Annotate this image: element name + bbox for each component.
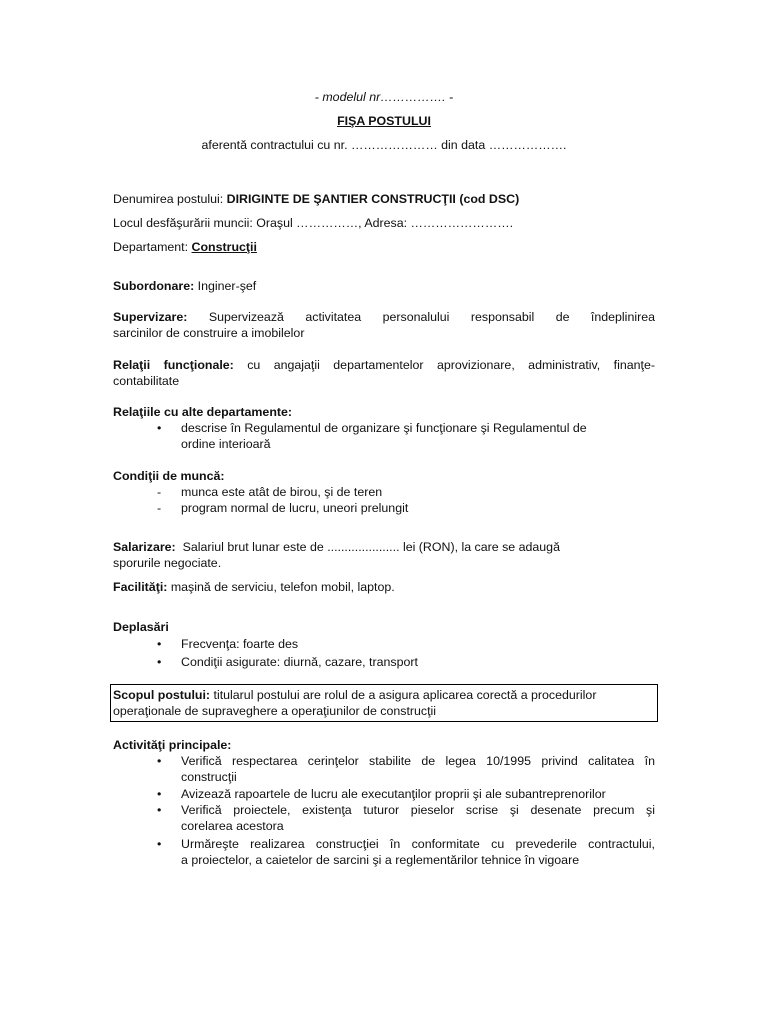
denumire-value: DIRIGINTE DE ŞANTIER CONSTRUCŢII (cod DSC)	[226, 192, 520, 206]
relatii-functionale-line-1	[113, 358, 655, 372]
document-title	[0, 114, 768, 128]
deplasari-item: Frecvenţa: foarte des	[181, 637, 299, 651]
relatii-departamente-label: Relaţiile cu alte departamente:	[113, 405, 293, 419]
bullet-icon: •	[157, 837, 162, 851]
facilitati-text: maşină de serviciu, telefon mobil, laptop.	[167, 580, 395, 594]
salarizare-line-1	[113, 540, 560, 554]
salarizare-text: Salariul brut lunar este de ..................... lei (RON), la care se adaugă	[175, 540, 560, 554]
activitati-label: Activităţi principale:	[113, 738, 232, 752]
relatii-departamente-line-2: ordine interioară	[181, 437, 271, 451]
scopul-text: titularul postului are rolul de a asigura aplicarea corectă a procedurilor	[210, 688, 597, 702]
departament-value: Construcţii	[191, 240, 257, 254]
dash-marker: -	[157, 485, 162, 499]
salarizare-label: Salarizare:	[113, 540, 176, 554]
field-locul: Locul desfăşurării muncii: Oraşul ……………, Adresa: …………………….	[113, 216, 514, 230]
activitate-1-line-1: Verifică respectarea cerinţelor stabilite de legea 10/1995 privind calitatea în	[181, 754, 655, 768]
salarizare-line-2: sporurile negociate.	[113, 556, 222, 570]
relatii-departamente-line-1: descrise în Regulamentul de organizare şi funcţionare şi Regulamentul de	[181, 421, 587, 435]
scopul-label: Scopul postului:	[113, 688, 211, 702]
relatii-functionale-line-2: contabilitate	[113, 374, 180, 388]
denumire-label: Denumirea postului:	[113, 192, 227, 206]
document-subtitle: aferentă contractului cu nr. ………………… din data ……………….	[201, 138, 567, 152]
bullet-icon: •	[157, 655, 162, 669]
supervizare-label: Supervizare:	[113, 310, 188, 324]
bullet-icon: •	[157, 803, 162, 817]
activitate-1-line-2: construcţii	[181, 770, 237, 784]
activitate-4-line-1: Urmăreşte realizarea construcţiei în conformitate cu prevederile contractului,	[181, 837, 655, 851]
activitati-heading	[113, 738, 231, 752]
bullet-icon: •	[157, 754, 162, 768]
relatii-functionale-label: Relaţii funcţionale:	[113, 358, 234, 372]
supervizare-text: Supervizează activitatea personalului responsabil de îndeplinirea	[187, 310, 655, 324]
subordonare-label: Subordonare:	[113, 279, 195, 293]
conditii-item: munca este atât de birou, şi de teren	[181, 485, 383, 499]
conditii-item: program normal de lucru, uneori prelungit	[181, 501, 409, 515]
model-number: - modelul nr……………. -	[314, 90, 454, 104]
facilitati-label: Facilităţi:	[113, 580, 168, 594]
bullet-icon: •	[157, 421, 162, 435]
scopul-line-1	[113, 688, 596, 702]
bullet-icon: •	[157, 637, 162, 651]
field-denumire	[113, 192, 519, 206]
title-text: FIŞA POSTULUI	[337, 114, 431, 128]
scopul-line-2: operaţionale de supraveghere a operaţiunilor de construcţii	[113, 704, 437, 718]
subordonare-text: Inginer-şef	[194, 279, 257, 293]
activitate-3-line-2: corelarea acestora	[181, 819, 284, 833]
field-departament	[113, 240, 257, 254]
supervizare-line-2: sarcinilor de construire a imobilelor	[113, 326, 305, 340]
activitate-3-line-1: Verifică proiectele, existenţa tuturor pieselor scrise şi desenate precum şi	[181, 803, 655, 817]
conditii-heading	[113, 469, 225, 483]
bullet-icon: •	[157, 787, 162, 801]
departament-label: Departament:	[113, 240, 192, 254]
relatii-departamente-heading	[113, 405, 292, 419]
deplasari-heading	[113, 620, 169, 634]
relatii-functionale-text: cu angajaţii departamentelor aprovizionare, administrativ, finanţe-	[233, 358, 655, 372]
section-facilitati	[113, 580, 395, 594]
supervizare-line-1	[113, 310, 655, 324]
section-subordonare	[113, 279, 256, 293]
deplasari-item: Condiţii asigurate: diurnă, cazare, transport	[181, 655, 418, 669]
conditii-label: Condiţii de muncă:	[113, 469, 225, 483]
activitate-2-line-1: Avizează rapoartele de lucru ale executanţilor proprii şi ale subantreprenorilor	[181, 787, 606, 801]
activitate-4-line-2: a proiectelor, a caietelor de sarcini şi a reglementărilor tehnice în vigoare	[181, 853, 580, 867]
deplasari-label: Deplasări	[113, 620, 169, 634]
dash-marker: -	[157, 501, 162, 515]
